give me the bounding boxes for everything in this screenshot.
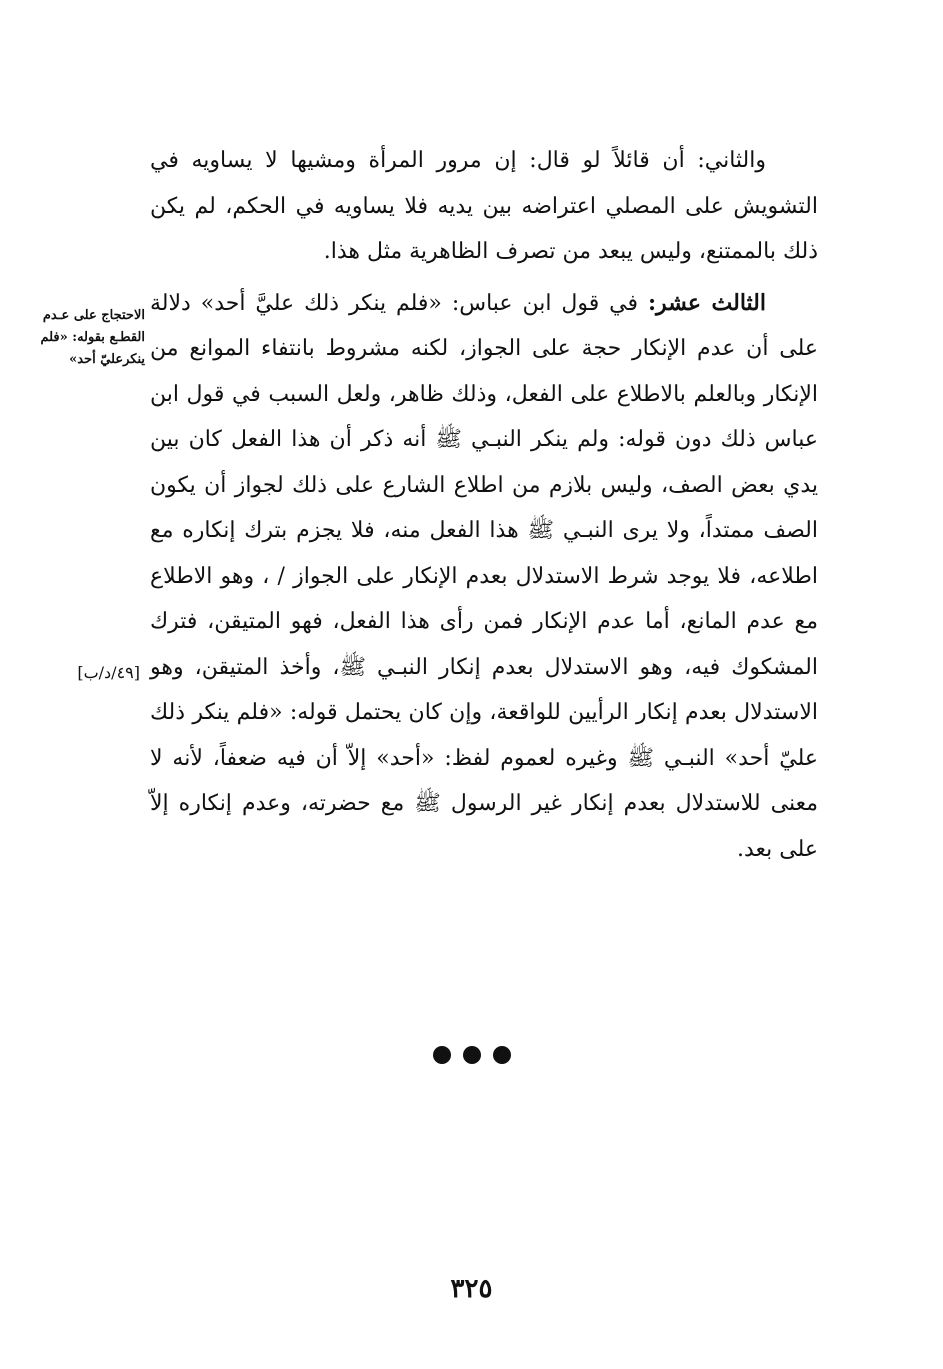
main-text-block: [150, 138, 818, 872]
paragraph-lead: الثالث عشر:: [647, 289, 766, 316]
paragraph-text: والثاني: أن قائلاً لو قال: إن مرور المرأة ومشيها لا يساويه في التشويش على المصلي اعتراضه بين يديه فلا يساويه في الحكم، لم يكن ذلك بالممتنع، وليس يبعد من تصرف الظاهرية مثل هذا.: [150, 148, 818, 264]
page-number: ٣٢٥: [450, 1274, 493, 1304]
ornament-dot-icon: [463, 1046, 481, 1064]
ornament-dot-icon: [493, 1046, 511, 1064]
paragraph-text: في قول ابن عباس: «فلم ينكر ذلك عليَّ أحد» دلالة على أن عدم الإنكار حجة على الجواز، لكنه مشروط بانتفاء الموانع من الإنكار وبالعلم بالاطلاع على الفعل، وذلك ظاهر، ولعل السبب في قول ابن عباس ذلك دون قوله: ولم ينكر النبـي ﷺ أنه ذكر أن هذا الفعل كان بين يدي بعض الصف، وليس بلازم من اطلاع الشارع على ذلك لجواز أن يكون الصف ممتداً، ولا يرى النبـي ﷺ هذا الفعل منه، فلا يجزم بترك إنكاره مع اطلاعه، فلا يوجد شرط الاستدلال بعدم الإنكار على الجواز / ، وهو الاطلاع مع عدم المانع، أما عدم الإنكار فمن رأى هذا الفعل، فهو المتيقن، فترك المشكوك فيه، وهو الاستدلال بعدم إنكار النبـي ﷺ، وأخذ المتيقن، وهو الاستدلال بعدم إنكار الرأيين للواقعة، وإن كان يحتمل قوله: «فلم ينكر ذلك عليّ أحد» النبـي ﷺ وغيره لعموم لفظ: «أحد» إلاّ أن فيه ضعفاً، لأنه لا معنى للاستدلال بعدم إنكار غير الرسول ﷺ مع حضرته، وعدم إنكاره إلاّ على بعد.: [150, 290, 818, 862]
ornament-dot-icon: [433, 1046, 451, 1064]
manuscript-folio-mark: [٤٩/د/ب]: [77, 663, 140, 682]
paragraph-thirteenth-point: [150, 281, 818, 873]
margin-note: الاحتجاج على عـدم القطـع بقوله: «فلم ينكرعليّ أحد»: [40, 308, 145, 367]
paragraph-second-point: [150, 138, 818, 275]
section-divider-ornament: [0, 1046, 943, 1064]
